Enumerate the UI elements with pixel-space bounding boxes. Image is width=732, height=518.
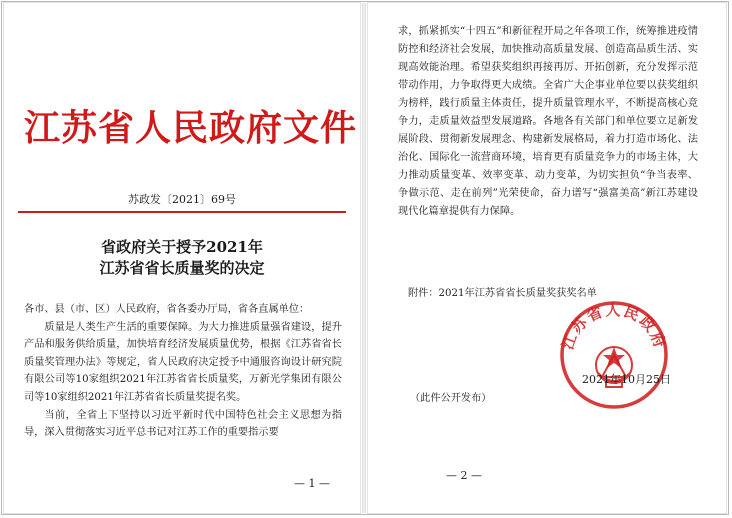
seal-text: 江苏省人民政府 [558, 301, 670, 352]
paragraph: 求，抓紧抓实“十四五”和新征程开局之年各项工作，统筹推进疫情防控和经济社会发展，加快推动高质量发展、创造高品质生活、实现高效能治理。希望获奖组织再接再厉、开拓创新，充分发挥示范带动作用，力争取得更大成绩。全省广大企事业单位要以获奖组织为榜样，践行质量主体责任，提升质量管理水平，不断提高核心竞争力，走质量效益型发展道路。各地各有关部门和单位要立足新发展阶段、贯彻新发展理念、构建新发展格局，着力打造市场化、法治化、国际化一流营商环境，培育更有质量竞争力的市场主体，大力推动质量变革、效率变革、动力变革，为切实担负“争当表率、争做示范、走在前列”光荣使命，奋力谱写“强富美高”新江苏建设现代化篇章提供有力保障。 [398, 26, 698, 217]
page-2-body [398, 23, 698, 221]
page-number-2: — 2 — [446, 469, 482, 482]
official-seal-icon [554, 295, 674, 415]
page-1-body [24, 301, 342, 442]
paragraph: 当前，全省上下坚持以习近平新时代中国特色社会主义思想为指导，深入贯彻落实习近平总书记对江苏工作的重要指示要 [24, 409, 342, 439]
public-release-note: （此件公开发布） [410, 393, 492, 404]
addressees: 各市、县（市、区）人民政府，省各委办厅局，省各直属单位： [24, 304, 310, 315]
page-number-1: — 1 — [294, 477, 330, 490]
page-gutter [362, 3, 366, 513]
attachment-line: 附件：2021年江苏省省长质量奖获奖名单 [408, 288, 597, 299]
document-masthead: 江苏省人民政府文件 [24, 108, 358, 149]
page-1 [4, 3, 360, 513]
page-2 [368, 3, 726, 513]
title-line-1: 省政府关于授予2021年 [101, 238, 263, 256]
document-title [4, 237, 360, 279]
paragraph: 质量是人类生产生活的重要保障。为大力推进质量强省建设，提升产品和服务供给质量，加快培育经济发展质量优势，根据《江苏省省长质量奖管理办法》等规定，省人民政府决定授予中通服咨询设计研究院有限公司等10家组织2021年江苏省省长质量奖，万新光学集团有限公司等10家组织2021年江苏省省长质量奖提名奖。 [24, 321, 342, 403]
document-number: 苏政发〔2021〕69号 [128, 193, 236, 206]
svg-text:江苏省人民政府 [558, 301, 669, 353]
title-line-2: 江苏省省长质量奖的决定 [99, 259, 265, 277]
issue-date: 2021年10月25日 [582, 373, 671, 386]
red-separator-line [18, 211, 346, 213]
